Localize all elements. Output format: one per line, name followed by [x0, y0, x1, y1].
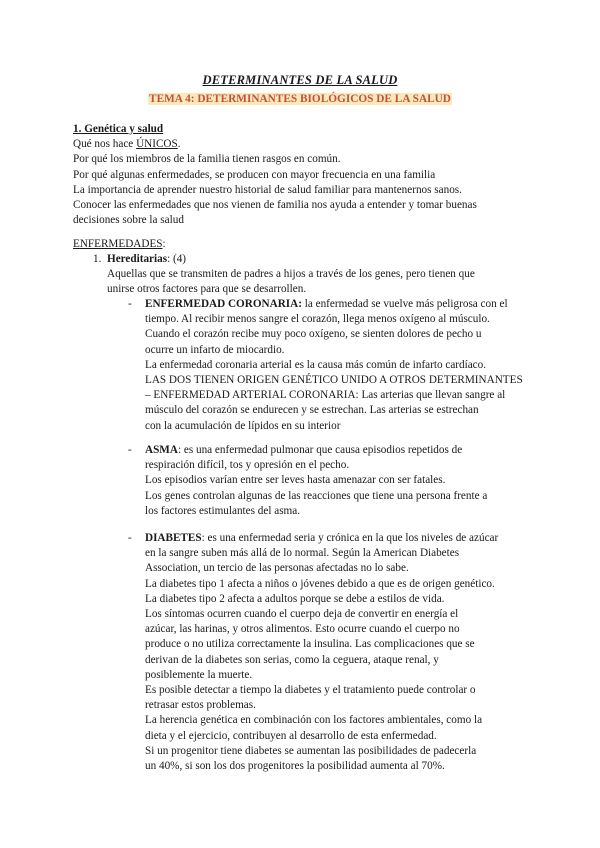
paragraph-line: unirse otros factores para que se desarrollen. [107, 283, 307, 296]
enfermedades-label [73, 237, 533, 252]
paragraph-line: Es posible detectar a tiempo la diabetes y el tratamiento puede controlar o [145, 684, 476, 697]
bullet-dash: - [128, 298, 132, 310]
paragraph-line: La diabetes tipo 2 afecta a adultos porque se debe a estilos de vida. [145, 592, 445, 605]
list-number: 1. [93, 253, 102, 265]
paragraph-line: decisiones sobre la salud [73, 214, 184, 227]
paragraph-line: derivan de la diabetes son serias, como la ceguera, ataque renal, y [145, 653, 439, 666]
bullet-diabetes [145, 531, 540, 774]
paragraph-line: Association, un tercio de las personas afectadas no lo sabe. [145, 562, 409, 575]
paragraph-line [145, 443, 540, 458]
paragraph-line: dieta y el ejercicio, contribuyen al desarrollo de esta enfermedad. [145, 729, 437, 742]
list-item-suffix: : (4) [167, 253, 187, 265]
paragraph-line: La herencia genética en combinación con los factores ambientales, como la [145, 714, 483, 727]
paragraph-line: Aquellas que se transmiten de padres a hijos a través de los genes, pero tienen que [107, 268, 475, 281]
paragraph-line: en la sangre suben más allá de lo normal. Según la American Diabetes [145, 547, 460, 560]
paragraph-line: retrasar estos problemas. [145, 699, 256, 712]
paragraph-line: ocurre un infarto de miocardio. [145, 343, 285, 356]
section-genetica [73, 122, 533, 228]
underlined-word: ÚNICOS [136, 138, 178, 151]
paragraph-line [73, 137, 533, 152]
paragraph-line: La diabetes tipo 1 afecta a niños o jóvenes debido a que es de origen genético. [145, 577, 495, 590]
paragraph-line: – ENFERMEDAD ARTERIAL CORONARIA: Las arterias que llevan sangre al [145, 389, 506, 402]
paragraph-line: Los síntomas ocurren cuando el cuerpo deja de convertir en energía el [145, 608, 459, 621]
paragraph-line: La importancia de aprender nuestro historial de salud familiar para mantenernos sanos. [73, 183, 462, 196]
bullet-asma [145, 443, 540, 519]
paragraph-line: Conocer las enfermedades que nos vienen de familia nos ayuda a entender y tomar buenas [73, 199, 477, 212]
paragraph-line: Los genes controlan algunas de las reacciones que tiene una persona frente a [145, 489, 488, 502]
enfermedades-heading: ENFERMEDADES [73, 238, 163, 250]
paragraph-line: músculo del corazón se endurecen y se estrechan. Las arterias se estrechan [145, 404, 479, 417]
bullet-dash: - [128, 444, 132, 456]
paragraph-line: LAS DOS TIENEN ORIGEN GENÉTICO UNIDO A OTROS DETERMINANTES [145, 374, 523, 387]
text-fragment: : es una enfermedad seria y crónica en la que los niveles de azúcar [201, 532, 499, 544]
document-title: DETERMINANTES DE LA SALUD [202, 73, 398, 87]
subtitle-text: TEMA 4: DETERMINANTES BIOLÓGICOS DE LA SALUD [149, 93, 451, 105]
paragraph-line: posiblemente la muerte. [145, 668, 253, 681]
paragraph-line: La enfermedad coronaria arterial es la causa más común de infarto cardíaco. [145, 358, 487, 371]
paragraph-line: los factores estimulantes del asma. [145, 504, 301, 517]
paragraph-line: azúcar, las harinas, y otros alimentos. Esto ocurre cuando el cuerpo no [145, 623, 460, 636]
bullet-title: DIABETES [145, 532, 202, 544]
paragraph-line: Por qué algunas enfermedades, se producen con mayor frecuencia en una familia [73, 168, 436, 181]
paragraph-line: Si un progenitor tiene diabetes se aumentan las posibilidades de padecerla [145, 744, 477, 757]
document-subtitle [0, 92, 600, 107]
paragraph-line: un 40%, si son los dos progenitores la posibilidad aumenta al 70%. [145, 760, 445, 773]
paragraph-line: Los episodios varían entre ser leves hasta amenazar con ser fatales. [145, 474, 446, 487]
paragraph-line: Por qué los miembros de la familia tienen rasgos en común. [73, 153, 341, 166]
bullet-title: ENFERMEDAD CORONARIA: [145, 298, 302, 310]
text-fragment: : es una enfermedad pulmonar que causa episodios repetidos de [177, 444, 463, 456]
text-fragment: . [177, 138, 181, 151]
text-fragment: Qué nos hace [73, 138, 137, 151]
paragraph-line: Cuando el corazón recibe muy poco oxígeno, se sienten dolores de pecho u [145, 328, 482, 341]
bullet-title: ASMA [145, 444, 178, 456]
text-fragment: la enfermedad se vuelve más peligrosa con el [301, 298, 508, 310]
list-item-hereditarias [107, 252, 537, 298]
paragraph-line [145, 297, 540, 312]
paragraph-line: respiración difícil, tos y opresión en el pecho. [145, 459, 350, 472]
paragraph-line: con la acumulación de lípidos en su interior [145, 419, 341, 432]
paragraph-line: tiempo. Al recibir menos sangre el corazón, llega menos oxígeno al músculo. [145, 313, 490, 326]
bullet-dash: - [128, 532, 132, 544]
section-heading: 1. Genética y salud [73, 123, 164, 135]
colon: : [162, 238, 166, 250]
list-item-title-line [107, 252, 537, 267]
paragraph-line: produce o no utiliza correctamente la insulina. Las complicaciones que se [145, 638, 475, 651]
paragraph-line [145, 531, 540, 546]
bullet-coronaria [145, 297, 540, 434]
list-item-title: Hereditarias [107, 253, 168, 265]
